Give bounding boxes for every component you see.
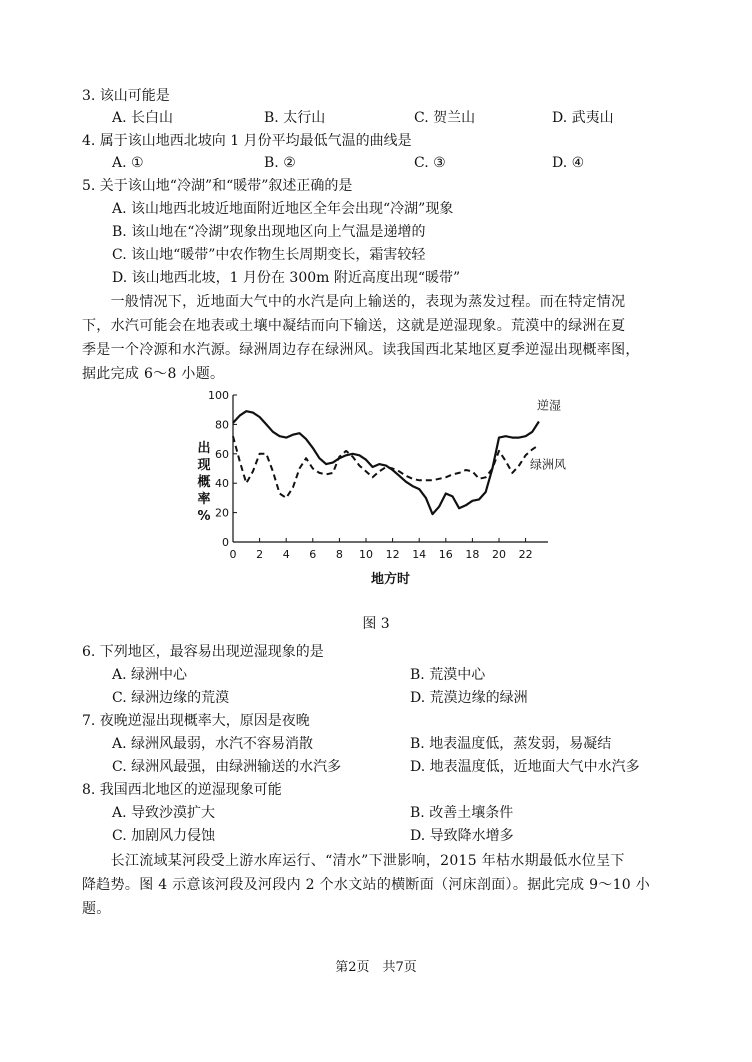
- question-6-stem: 6. 下列地区，最容易出现逆湿现象的是: [82, 644, 324, 660]
- x-tick-label: 4: [282, 548, 290, 561]
- x-tick-label: 6: [309, 548, 317, 561]
- passage-1: [82, 290, 670, 386]
- question-8-option-d: D. 导致降水增多: [410, 828, 514, 844]
- x-tick-label: 8: [335, 548, 343, 561]
- series-nishi-line: [233, 411, 539, 514]
- question-3-option-a: A. 长白山: [112, 110, 174, 126]
- question-4-option-c: C. ③: [414, 155, 446, 171]
- question-4-option-b: B. ②: [264, 155, 296, 171]
- humidity-inversion-chart: [0, 380, 752, 595]
- question-8-option-c: C. 加剧风力侵蚀: [112, 828, 216, 844]
- question-4-stem: 4. 属于该山地西北坡向 1 月份平均最低气温的曲线是: [82, 133, 412, 149]
- passage-2-line: 长江流域某河段受上游水库运行、“清水”下泄影响，2015 年枯水期最低水位呈下: [82, 853, 625, 869]
- question-3-option-c: C. 贺兰山: [414, 110, 476, 126]
- y-tick-label: 20: [215, 506, 229, 520]
- x-tick-label: 2: [256, 548, 264, 561]
- y-axis-label: [197, 440, 210, 524]
- y-axis-label-char: 出: [197, 441, 211, 456]
- question-5-option-a: A. 该山地西北坡近地面附近地区全年会出现“冷湖”现象: [112, 201, 454, 217]
- question-6-option-c: C. 绿洲边缘的荒漠: [112, 690, 230, 706]
- series-lines: [233, 411, 539, 514]
- passage-1-line: 据此完成 6～8 小题。: [82, 366, 225, 382]
- passage-1-line: 一般情况下，近地面大气中的水汽是向上输送的，表现为蒸发过程。而在特定情况: [82, 294, 626, 310]
- y-axis-label-char: 概: [197, 475, 211, 490]
- x-tick-label: 0: [229, 548, 237, 561]
- question-7-option-a: A. 绿洲风最弱，水汽不容易消散: [112, 736, 314, 752]
- y-tick-label: 100: [208, 389, 229, 402]
- question-8-stem: 8. 我国西北地区的逆湿现象可能: [82, 782, 282, 798]
- y-axis-label-char: %: [197, 509, 211, 524]
- x-tick-label: 12: [385, 548, 400, 561]
- question-4-option-d: D. ④: [552, 155, 585, 171]
- x-tick-label: 20: [492, 548, 506, 561]
- series-label-nishi: 逆湿: [537, 398, 562, 413]
- question-7-option-c: C. 绿洲风最强，由绿洲输送的水汽多: [112, 759, 342, 775]
- x-tick-label: 18: [465, 548, 480, 561]
- y-tick-label: 0: [222, 536, 229, 549]
- x-tick-label: 16: [438, 548, 453, 561]
- question-6-option-d: D. 荒漠边缘的绿洲: [410, 690, 528, 706]
- series-label-lvzhoufeng: 绿洲风: [530, 457, 567, 472]
- question-6-option-a: A. 绿洲中心: [112, 667, 188, 683]
- y-tick-label: 60: [215, 447, 229, 461]
- question-4-option-a: A. ①: [112, 155, 144, 171]
- question-3-option-d: D. 武夷山: [552, 110, 614, 126]
- question-7-option-b: B. 地表温度低，蒸发弱，易凝结: [410, 736, 612, 752]
- passage-1-line: 下，水汽可能会在地表或土壤中凝结而向下输送，这就是逆湿现象。荒漠中的绿洲在夏: [82, 318, 626, 334]
- y-axis-label-char: 现: [197, 458, 211, 473]
- question-8-option-a: A. 导致沙漠扩大: [112, 805, 216, 821]
- x-tick-label: 14: [412, 548, 427, 561]
- question-3-option-b: B. 太行山: [264, 110, 326, 126]
- passage-2-line: 题。: [82, 901, 111, 917]
- question-5-stem: 5. 关于该山地“冷湖”和“暖带”叙述正确的是: [82, 178, 353, 194]
- question-3-stem: 3. 该山可能是: [82, 88, 170, 104]
- question-5-option-d: D. 该山地西北坡，1 月份在 300m 附近高度出现“暖带”: [112, 270, 461, 286]
- question-5-option-b: B. 该山地在“冷湖”现象出现地区向上气温是递增的: [112, 224, 426, 240]
- question-7-option-d: D. 地表温度低，近地面大气中水汽多: [410, 759, 640, 775]
- passage-2: [82, 849, 670, 921]
- x-tick-label: 22: [518, 548, 533, 561]
- y-axis-label-char: 率: [197, 492, 211, 507]
- x-axis-label: 地方时: [370, 572, 411, 587]
- question-7-stem: 7. 夜晚逆湿出现概率大，原因是夜晚: [82, 713, 310, 729]
- question-5-option-c: C. 该山地“暖带”中农作物生长周期变长，霜害较轻: [112, 247, 426, 263]
- x-tick-label: 10: [359, 548, 373, 561]
- y-tick-label: 40: [215, 477, 229, 491]
- question-8-option-b: B. 改善土壤条件: [410, 805, 514, 821]
- passage-2-line: 降趋势。图 4 示意该河段及河段内 2 个水文站的横断面（河床剖面）。据此完成 9～10 小: [82, 877, 651, 893]
- passage-1-line: 季是一个冷源和水汽源。绿洲周边存在绿洲风。读我国西北某地区夏季逆湿出现概率图，: [82, 342, 640, 358]
- y-tick-label: 80: [215, 418, 229, 432]
- page-footer: 第2页 共7页: [335, 960, 417, 975]
- figure-caption: 图 3: [362, 616, 390, 632]
- question-6-option-b: B. 荒漠中心: [410, 667, 486, 683]
